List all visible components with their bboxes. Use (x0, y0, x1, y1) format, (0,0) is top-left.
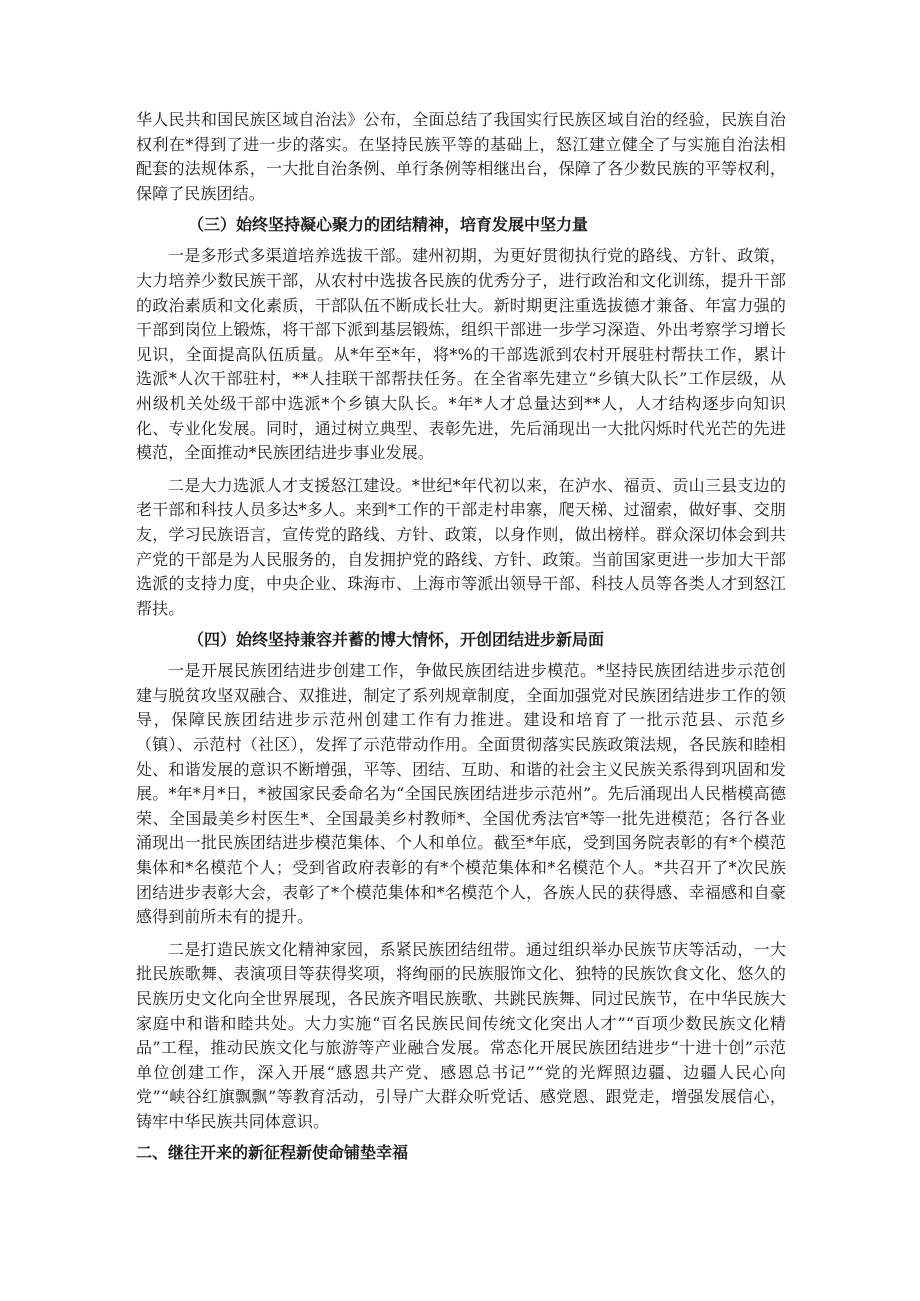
heading-block-2 (136, 1135, 786, 1173)
paragraph-autonomy-law: 华人民共和国民族区域自治法》公布，全面总结了我国实行民族区域自治的经验，民族自治权利在*得到了进一步的落实。在坚持民族平等的基础上，怒江建立健全了与实施自治法相配套的法规体系，一大批自治条例、单行条例等相继出台，保障了各少数民族的平等权利，保障了民族团结。 (136, 110, 786, 203)
heading-block-3 (136, 206, 786, 244)
paragraph-unity-model: 一是开展民族团结进步创建工作，争做民族团结进步模范。*坚持民族团结进步示范创建与脱贫攻坚双融合、双推进，制定了系列规章制度，全面加强党对民族团结进步工作的领导，保障民族团结进步示范州创建工作有力推进。建设和培育了一批示范县、示范乡（镇）、示范村（社区），发挥了示范带动作用。全面贯彻落实民族政策法规，各民族和睦相处、和谐发展的意识不断增强，平等、团结、互助、和谐的社会主义民族关系得到巩固和发展。*年*月*日，*被国家民委命名为“全国民族团结进步示范州”。先后涌现出人民楷模高德荣、全国最美乡村医生*、全国最美乡村教师*、全国优秀法官*等一批先进模范；各行各业涌现出一批民族团结进步模范集体、个人和单位。截至*年底，受到国务院表彰的有*个模范集体和*名模范个人；受到省政府表彰的有*个模范集体和*名模范个人。*共召开了*次民族团结进步表彰大会，表彰了*个模范集体和*名模范个人，各族人民的获得感、幸福感和自豪感得到前所未有的提升。 (136, 661, 786, 927)
paragraph-cadre-training: 一是多形式多渠道培养选拔干部。建州初期，为更好贯彻执行党的路线、方针、政策，大力培养少数民族干部，从农村中选拔各民族的优秀分子，进行政治和文化训练，提升干部的政治素质和文化素质，干部队伍不断成长壮大。新时期更注重选拔德才兼备、年富力强的干部到岗位上锻炼，将干部下派到基层锻炼，组织干部进一步学习深造、外出考察学习增长见识，全面提高队伍质量。从*年至*年，将*%的干部选派到农村开展驻村帮扶工作，累计选派*人次干部驻村，**人挂联干部帮扶任务。在全省率先建立“乡镇大队长”工作层级，从州级机关处级干部中选派*个乡镇大队长。*年*人才总量达到**人，人才结构逐步向知识化、专业化发展。同时，通过树立典型、表彰先进，先后涌现出一大批闪烁时代光芒的先进模范，全面推动*民族团结进步事业发展。 (136, 246, 786, 463)
section-heading-3: （三）始终坚持凝心聚力的团结精神，培育发展中坚力量 (188, 215, 589, 235)
document-page (136, 108, 786, 1173)
heading-block-4 (136, 621, 786, 659)
section-heading-4: （四）始终坚持兼容并蓄的博大情怀，开创团结进步新局面 (188, 629, 605, 649)
chapter-heading-2: 二、继往开来的新征程新使命铺垫幸福 (136, 1143, 409, 1163)
paragraph-culture-home: 二是打造民族文化精神家园，系紧民族团结纽带。通过组织举办民族节庆等活动，一大批民族歌舞、表演项目等获得奖项，将绚丽的民族服饰文化、独特的民族饮食文化、悠久的民族历史文化向全世界展现，各民族齐唱民族歌、共跳民族舞、同过民族节，在中华民族大家庭中和谐和睦共处。大力实施“百名民族民间传统文化突出人才”“百项少数民族文化精品”工程，推动民族文化与旅游等产业融合发展。常态化开展民族团结进步“十进十创”示范单位创建工作，深入开展“感恩共产党、感恩总书记”“党的光辉照边疆、边疆人民心向党”“峡谷红旗飘飘”等教育活动，引导广大群众听党话、感党恩、跟党走，增强发展信心，铸牢中华民族共同体意识。 (136, 939, 786, 1131)
paragraph-talent-support: 二是大力选派人才支援怒江建设。*世纪*年代初以来，在泸水、福贡、贡山三县支边的老干部和科技人员多达*多人。来到*工作的干部走村串寨，爬天梯、过溜索，做好事、交朋友，学习民族语言，宣传党的路线、方针、政策，以身作则，做出榜样。群众深切体会到共产党的干部是为人民服务的，自发拥护党的路线、方针、政策。当前国家更进一步加大干部选派的支持力度，中央企业、珠海市、上海市等派出领导干部、科技人员等各类人才到怒江帮扶。 (136, 475, 786, 618)
